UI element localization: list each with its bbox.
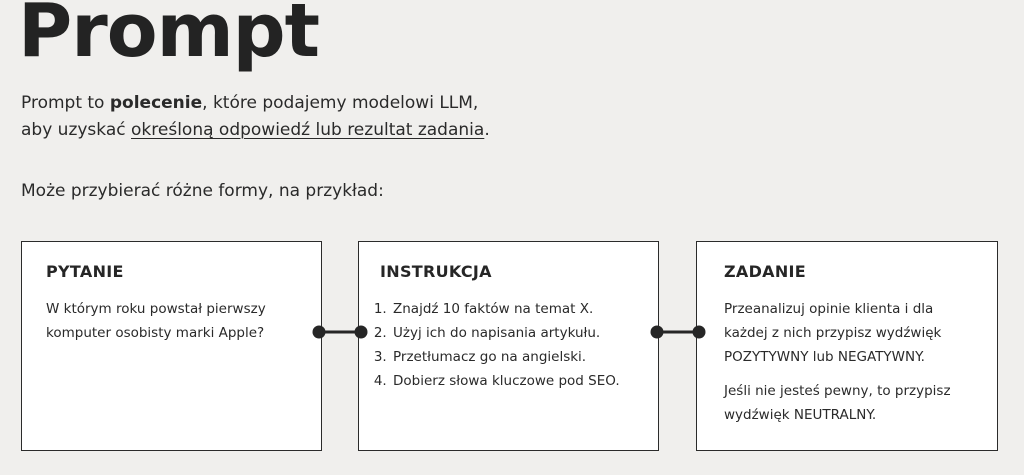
forms-lead-text: Może przybierać różne formy, na przykład:	[21, 181, 384, 201]
intro-bold-term: polecenie	[109, 93, 203, 113]
intro-line-2-end: .	[484, 120, 490, 140]
card-task	[696, 241, 998, 451]
instruction-item: 4. Dobierz słowa kluczowe pod SEO.	[391, 369, 652, 393]
page-title: Prompt	[18, 0, 320, 74]
card-task-paragraph-1: Przeanalizuj opinie klienta i dla każdej z nich przypisz wydźwięk POZYTYWNY lub NEGATYWNY.	[724, 301, 942, 365]
instruction-item: 1. Znajdź 10 faktów na temat X.	[391, 297, 652, 321]
card-question-text: W którym roku powstał pierwszy komputer osobisty marki Apple?	[46, 301, 266, 341]
intro-underlined-phrase: określoną odpowiedź lub rezultat zadania	[131, 120, 485, 140]
connector-dot-right	[355, 326, 368, 339]
card-question	[21, 241, 322, 451]
connector-dot-right	[693, 326, 706, 339]
intro-text	[21, 90, 490, 144]
instruction-item: 3. Przetłumacz go na angielski.	[391, 345, 652, 369]
connector-dot-left	[313, 326, 326, 339]
card-question-heading: PYTANIE	[46, 262, 124, 281]
card-instruction-heading: INSTRUKCJA	[380, 262, 492, 281]
card-instruction	[358, 241, 659, 451]
intro-line-1-start: Prompt to	[21, 93, 110, 113]
intro-line-1	[21, 90, 490, 117]
instruction-list	[367, 297, 652, 393]
intro-line-2	[21, 117, 490, 144]
intro-line-1-end: , które podajemy modelowi LLM,	[202, 93, 479, 113]
connector-2	[643, 325, 713, 339]
connector-dot-left	[651, 326, 664, 339]
intro-line-2-start: aby uzyskać	[21, 120, 132, 140]
instruction-item: 2. Użyj ich do napisania artykułu.	[391, 321, 652, 345]
connector-1	[305, 325, 375, 339]
card-task-heading: ZADANIE	[724, 262, 807, 281]
card-task-paragraph-2: Jeśli nie jesteś pewny, to przypisz wydźwięk NEUTRALNY.	[724, 383, 951, 423]
